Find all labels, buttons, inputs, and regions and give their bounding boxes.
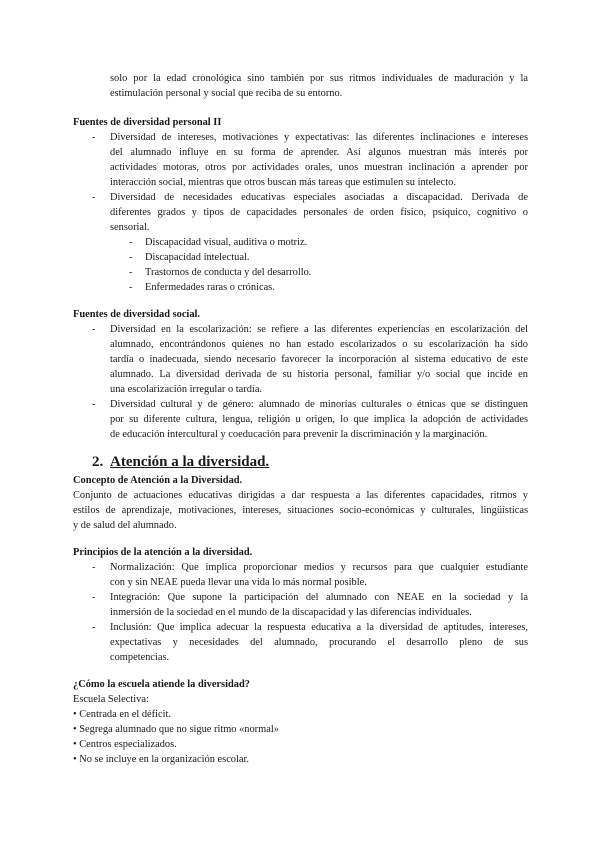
principios-item3 bbox=[110, 620, 528, 665]
principios-item1-line: Normalización: Que implica proporcionar medios y recursos para que cualquier estudiante bbox=[110, 562, 528, 573]
social-item1-line: alumnado. La diversidad derivada de su historia personal, familiar y/o social que incide en bbox=[110, 369, 528, 380]
personal-item2 bbox=[110, 190, 528, 235]
principios-heading: Principios de la atención a la diversidad. bbox=[73, 547, 253, 558]
personal-item1-line: interacción social, mientras que otros buscan más tareas que estimulen su intelecto. bbox=[110, 177, 456, 188]
social-item1-line: una escolarización irregular o tardía. bbox=[110, 384, 263, 395]
principios-item3-line: expectativas y necesidades del alumnado, procurando el desarrollo pleno de sus bbox=[110, 637, 528, 648]
concepto-paragraph bbox=[73, 488, 528, 533]
concepto-line: estilos de aprendizaje, motivaciones, intereses, situaciones socio-económicas y culturales, lingüísticas bbox=[73, 505, 528, 516]
subitem-dash: - bbox=[129, 267, 133, 278]
social-item1-line: tardía o inadecuada, siendo necesario favorecer la incorporación al sistema educativo de este bbox=[110, 354, 528, 365]
principios-item2-line: Integración: Que supone la participación del alumnado con NEAE en la sociedad y la bbox=[110, 592, 528, 603]
personal-heading: Fuentes de diversidad personal II bbox=[73, 117, 222, 128]
personal-item1-line: del alumnado influye en su forma de aprender. Así algunos muestran más interés por bbox=[110, 147, 528, 158]
subitem-2: Discapacidad intelectual. bbox=[145, 252, 250, 263]
social-item2-dash: - bbox=[92, 399, 96, 410]
escuela-bullet: • No se incluye en la organización escolar. bbox=[73, 754, 249, 765]
concepto-heading: Concepto de Atención a la Diversidad. bbox=[73, 475, 243, 486]
escuela-heading: ¿Cómo la escuela atiende la diversidad? bbox=[73, 679, 250, 690]
personal-item1 bbox=[110, 130, 528, 190]
principios-item2-dash: - bbox=[92, 592, 96, 603]
subitem-dash: - bbox=[129, 252, 133, 263]
personal-item2-dash: - bbox=[92, 192, 96, 203]
social-item2-line: de educación intercultural y coeducación para prevenir la discriminación y la marginación. bbox=[110, 429, 488, 440]
social-item1-dash: - bbox=[92, 324, 96, 335]
subitem-1: Discapacidad visual, auditiva o motriz. bbox=[145, 237, 308, 248]
social-heading: Fuentes de diversidad social. bbox=[73, 309, 201, 320]
concepto-line: Conjunto de actuaciones educativas dirigidas a dar respuesta a las diferentes capacidades, ritmos y bbox=[73, 490, 528, 501]
subitem-dash: - bbox=[129, 282, 133, 293]
principios-item1-dash: - bbox=[92, 562, 96, 573]
concepto-line: y de salud del alumnado. bbox=[73, 520, 177, 531]
principios-item1-line: con y sin NEAE pueda llevar una vida lo más normal posible. bbox=[110, 577, 367, 588]
personal-item2-line: diferentes grados y tipos de capacidades personales de orden físico, psíquico, cognitivo o bbox=[110, 207, 528, 218]
principios-item2-line: inmersión de la sociedad en el mundo de la discapacidad y las diferencias individuales. bbox=[110, 607, 472, 618]
section-2-number: 2. bbox=[92, 454, 104, 470]
personal-item1-line: Diversidad de intereses, motivaciones y expectativas: las diferentes inclinaciones e intereses bbox=[110, 132, 528, 143]
subitem-dash: - bbox=[129, 237, 133, 248]
personal-item1-dash: - bbox=[92, 132, 96, 143]
escuela-bullet: • Segrega alumnado que no sigue ritmo «normal» bbox=[73, 724, 279, 735]
intro-line-2: estimulación personal y social que reciba de su entorno. bbox=[110, 88, 343, 99]
social-item1 bbox=[110, 322, 528, 397]
principios-item3-line: Inclusión: Que implica adecuar la respuesta educativa a la diversidad de aptitudes, intereses, bbox=[110, 622, 528, 633]
intro-paragraph bbox=[110, 71, 528, 101]
principios-item3-line: competencias. bbox=[110, 652, 170, 663]
escuela-subtitle: Escuela Selectiva: bbox=[73, 694, 149, 705]
intro-line-1: solo por la edad cronológica sino también por sus ritmos individuales de maduración y la bbox=[110, 73, 528, 84]
principios-item1 bbox=[110, 560, 528, 590]
personal-item2-line: Diversidad de necesidades educativas especiales asociadas a discapacidad. Derivada de bbox=[110, 192, 528, 203]
escuela-bullet: • Centrada en el déficit. bbox=[73, 709, 171, 720]
principios-item2 bbox=[110, 590, 528, 620]
personal-item2-line: sensorial. bbox=[110, 222, 150, 233]
section-2-title: Atención a la diversidad. bbox=[110, 454, 270, 470]
social-item1-line: alumnado, encontrándonos quienes no han estado escolarizados o su escolarización ha sido bbox=[110, 339, 528, 350]
social-item2-line: Diversidad cultural y de género: alumnado de minorías culturales o étnicas que se distinguen bbox=[110, 399, 528, 410]
principios-item3-dash: - bbox=[92, 622, 96, 633]
social-item2 bbox=[110, 397, 528, 442]
escuela-bullet: • Centros especializados. bbox=[73, 739, 177, 750]
section-2-heading bbox=[92, 452, 269, 472]
subitem-4: Enfermedades raras o crónicas. bbox=[145, 282, 275, 293]
subitem-3: Trastornos de conducta y del desarrollo. bbox=[145, 267, 312, 278]
social-item1-line: Diversidad en la escolarización: se refiere a las diferentes experiencias en escolarización del bbox=[110, 324, 528, 335]
social-item2-line: por su diferente cultura, lengua, religión u origen, lo que implica la adopción de actividades bbox=[110, 414, 528, 425]
personal-item1-line: actividades motoras, otros por actividades orales, unos muestran inclinación a aprender por bbox=[110, 162, 528, 173]
